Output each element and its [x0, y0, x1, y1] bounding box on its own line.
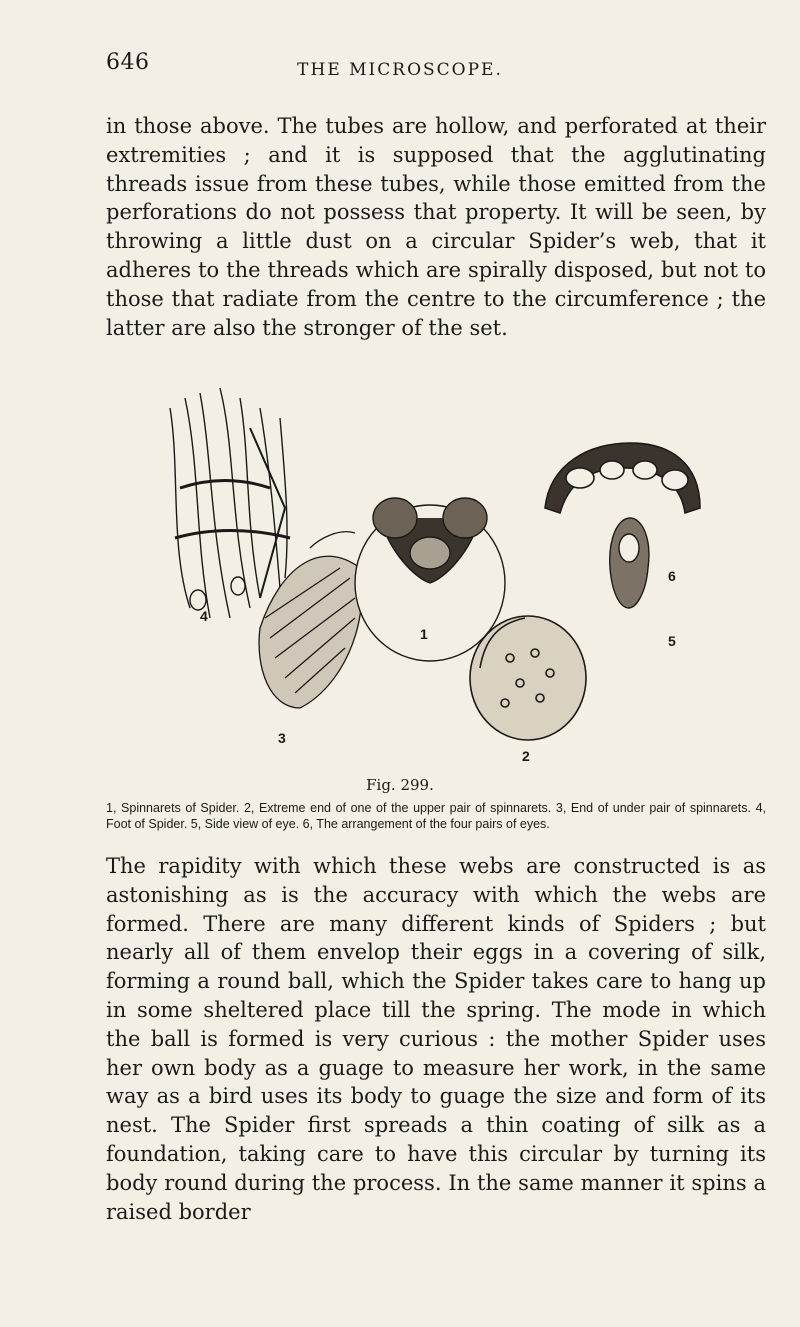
paragraph-top: in those above. The tubes are hollow, and perforated at their extremities ; and it is supposed that the agglutinating threads issue from these tubes, while those emitted from the perforations do not possess that property. It will be seen, by throwing a little dust on a circular Spider’s web, that it adheres to the threads which are spirally disposed, but not to those that radiate from the centre to the circumference ; the latter are also the stronger of the set. [106, 114, 766, 340]
eye-arrangement-drawing [545, 443, 700, 513]
label-2: 2 [522, 748, 530, 764]
paragraph-bottom: The rapidity with which these webs are constructed is as astonishing as is the accuracy with which the webs are formed. There are many different kinds of Spiders ; but nearly all of them envelop their eggs in a covering of silk, forming a round ball, which the Spider takes care to hang up in some sheltered place till the spring. The mode in which the ball is formed is very curious : the mother Spider uses her own body as a guage to measure her work, in the same way as a bird uses its body to guage the size and form of its nest. The Spider first spreads a thin coating of silk as a foundation, taking care to have this circular by turning its body round during the process. In the same manner it spins a raised border [106, 854, 766, 1224]
running-head: THE MICROSCOPE. [297, 60, 503, 80]
page-number: 646 [106, 50, 150, 75]
label-1: 1 [420, 626, 428, 642]
spider-spinnerets-illustration [140, 368, 780, 768]
spider-foot-drawing [170, 388, 290, 618]
eye-side-view-drawing [610, 518, 649, 608]
figure-caption: Fig. 299. [366, 776, 434, 794]
spinnarets-drawing [355, 498, 505, 661]
engraving-svg [140, 368, 780, 768]
under-spinnarets-drawing [259, 532, 362, 708]
label-6: 6 [668, 568, 676, 584]
upper-spinnaret-end-drawing [470, 616, 586, 740]
figure-legend: 1, Spinnarets of Spider. 2, Extreme end of one of the upper pair of spinnarets. 3, End of under pair of spinnarets. 4, Foot of Spider. 5, Side view of eye. 6, The arrangement of the four pairs of eyes. [106, 801, 766, 831]
label-5: 5 [668, 633, 676, 649]
label-3: 3 [278, 730, 286, 746]
label-4: 4 [200, 608, 208, 624]
